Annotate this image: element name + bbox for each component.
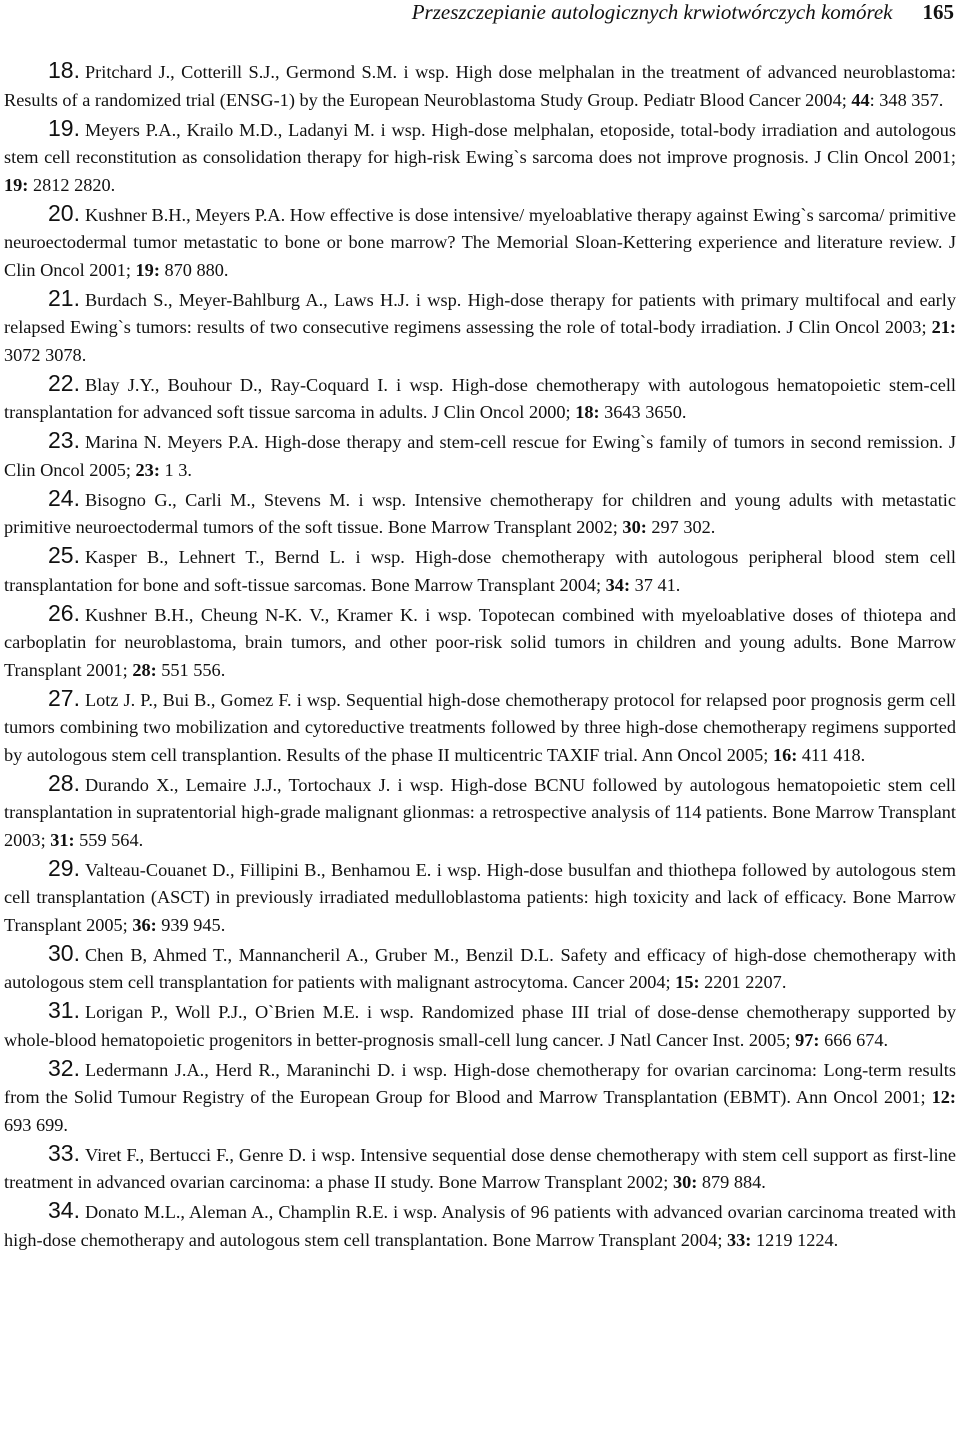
reference-volume: 16:: [772, 744, 798, 765]
reference-volume: 21:: [931, 317, 956, 337]
reference-item: [4, 997, 956, 1054]
reference-item: [4, 57, 956, 114]
reference-pages: 411 418.: [797, 744, 866, 765]
reference-volume: 44: [851, 89, 870, 110]
reference-pages: 559 564.: [74, 829, 144, 850]
reference-volume: 15:: [675, 972, 700, 992]
reference-number: 18.: [48, 57, 80, 83]
reference-pages: 3643 3650.: [599, 402, 687, 422]
reference-volume: 34:: [605, 574, 631, 595]
reference-volume: 23:: [135, 459, 160, 480]
reference-pages: 879 884.: [697, 1172, 766, 1192]
reference-text: Durando X., Lemaire J.J., Tortochaux J. i wsp. High-dose BCNU followed by autologous hematopoietic stem cell transplantation in supratentorial high-grade malignant glionmas: a retrospective analysis of 114 patients. Bone Marrow Transplant 2003;: [4, 774, 956, 850]
reference-text: Lotz J. P., Bui B., Gomez F. i wsp. Sequential high-dose chemotherapy protocol for relapsed poor prognosis germ cell tumors combining two mobilization and cytoreductive treatments followed by three high-dose chemotherapy regimens supported by autologous stem cell transplantion. Results of the phase II multicentric TAXIF trial. Ann Oncol 2005;: [4, 689, 956, 765]
reference-volume: 19:: [4, 174, 29, 195]
reference-number: 19.: [48, 114, 80, 141]
reference-number: 34.: [48, 1197, 80, 1223]
reference-text: Burdach S., Meyer-Bahlburg A., Laws H.J. i wsp. High-dose therapy for patients with primary multifocal and early relapsed Ewing`s tumors: results of two consecutive regimens assessing the role of total-body irradiation. J Clin Oncol 2003;: [4, 289, 956, 337]
reference-item: [4, 685, 956, 770]
reference-text: Blay J.Y., Bouhour D., Ray-Coquard I. i wsp. High-dose chemotherapy with autologous hematopoietic stem-cell transplantation for advanced soft tissue sarcoma in adults. J Clin Oncol 2000;: [4, 374, 956, 422]
reference-text: Lorigan P., Woll P.J., O`Brien M.E. i wsp. Randomized phase III trial of dose-dense chemotherapy supported by whole-blood hematopoietic progenitors in better-prognosis small-cell lung cancer. J Natl Cancer Inst. 2005;: [4, 1002, 956, 1050]
reference-list: [4, 57, 956, 1254]
reference-item: [4, 200, 956, 285]
reference-number: 28.: [48, 769, 80, 796]
reference-pages: 2201 2207.: [699, 972, 787, 992]
reference-number: 29.: [48, 854, 80, 881]
reference-number: 24.: [48, 484, 80, 511]
reference-pages: 870 880.: [159, 259, 229, 280]
reference-pages: 939 945.: [156, 914, 226, 935]
reference-pages: 551 556.: [156, 659, 226, 680]
reference-text: Pritchard J., Cotterill S.J., Germond S.M. i wsp. High dose melphalan in the treatment of advanced neuroblastoma: Results of a randomized trial (ENSG-1) by the European Neuroblastoma Study Group. Pediatr Blood Cancer 2004;: [4, 62, 956, 110]
reference-number: 26.: [48, 599, 80, 626]
reference-number: 23.: [48, 427, 80, 453]
reference-number: 33.: [48, 1139, 80, 1166]
reference-number: 31.: [48, 997, 80, 1023]
reference-item: [4, 855, 956, 940]
reference-number: 25.: [48, 542, 80, 568]
reference-number: 27.: [48, 684, 80, 711]
reference-item: [4, 600, 956, 685]
reference-volume: 31:: [50, 829, 75, 850]
reference-volume: 30:: [622, 517, 647, 537]
reference-volume: 28:: [132, 659, 157, 680]
reference-volume: 18:: [575, 402, 600, 422]
reference-volume: 12:: [931, 1087, 956, 1107]
reference-volume: 30:: [672, 1172, 698, 1192]
reference-item: [4, 115, 956, 200]
page-number: 165: [922, 0, 954, 24]
reference-item: [4, 1197, 956, 1254]
reference-pages: 297 302.: [646, 517, 716, 537]
reference-item: [4, 285, 956, 370]
reference-pages: 37 41.: [630, 574, 681, 595]
reference-item: [4, 542, 956, 599]
running-header: [4, 0, 956, 40]
reference-text: Viret F., Bertucci F., Genre D. i wsp. Intensive sequential dose dense chemotherapy with stem cell support as first-line treatment in advanced ovarian carcinoma: a phase II study. Bone Marrow Transplant 2002;: [4, 1144, 956, 1192]
reference-item: [4, 940, 956, 997]
reference-number: 30.: [48, 939, 80, 966]
reference-text: Kushner B.H., Cheung N-K. V., Kramer K. i wsp. Topotecan combined with myeloablative doses of thiotepa and carboplatin for neuroblastoma, brain tumors, and other poor-risk solid tumors in children and young adults. Bone Marrow Transplant 2001;: [4, 604, 956, 680]
reference-number: 32.: [48, 1054, 80, 1081]
reference-pages: 1 3.: [159, 459, 192, 480]
reference-text: Kushner B.H., Meyers P.A. How effective is dose intensive/ myeloablative therapy against Ewing`s sarcoma/ primitive neuroectodermal tumor metastatic to bone or bone marrow? The Memorial Sloan-Kettering experience and literature review. J Clin Oncol 2001;: [4, 204, 956, 280]
reference-pages: 2812 2820.: [28, 174, 116, 195]
reference-volume: 33:: [727, 1229, 752, 1250]
reference-text: Chen B, Ahmed T., Mannancheril A., Gruber M., Benzil D.L. Safety and efficacy of high-dose chemotherapy with autologous stem cell transplantation for patients with malignant astrocytoma. Cancer 2004;: [4, 944, 956, 992]
reference-pages: : 348 357.: [869, 89, 944, 110]
reference-number: 20.: [48, 199, 80, 226]
reference-number: 22.: [48, 369, 80, 396]
reference-number: 21.: [48, 284, 80, 311]
reference-text: Ledermann J.A., Herd R., Maraninchi D. i wsp. High-dose chemotherapy for ovarian carcinoma: Long-term results from the Solid Tumour Registry of the European Group for Blood and Marrow Transplantation (EBMT). Ann Oncol 2001;: [4, 1059, 956, 1107]
reference-text: Valteau-Couanet D., Fillipini B., Benhamou E. i wsp. High-dose busulfan and thiothepa followed by autologous stem cell transplantation (ASCT) in previously irradiated medulloblastoma patients: high toxicity and lack of efficacy. Bone Marrow Transplant 2005;: [4, 859, 956, 935]
reference-text: Meyers P.A., Krailo M.D., Ladanyi M. i wsp. High-dose melphalan, etoposide, total-body irradiation and autologous stem cell reconstitution as consolidation therapy for high-risk Ewing`s sarcoma does not improve prognosis. J Clin Oncol 2001;: [4, 119, 956, 167]
reference-volume: 36:: [132, 914, 157, 935]
running-title: Przeszczepianie autologicznych krwiotwórczych komórek: [411, 0, 893, 24]
reference-text: Donato M.L., Aleman A., Champlin R.E. i wsp. Analysis of 96 patients with advanced ovarian carcinoma treated with high-dose chemotherapy and autologous stem cell transplantation. Bone Marrow Transplant 2004;: [4, 1202, 956, 1250]
reference-pages: 3072 3078.: [4, 344, 87, 365]
reference-text: Marina N. Meyers P.A. High-dose therapy and stem-cell rescue for Ewing`s family of tumors in second remission. J Clin Oncol 2005;: [4, 432, 956, 480]
reference-text: Bisogno G., Carli M., Stevens M. i wsp. Intensive chemotherapy for children and young adults with metastatic primitive neuroectodermal tumors of the soft tissue. Bone Marrow Transplant 2002;: [4, 489, 956, 537]
reference-pages: 693 699.: [4, 1114, 68, 1135]
reference-item: [4, 1140, 956, 1197]
reference-volume: 97:: [795, 1029, 820, 1050]
reference-pages: 1219 1224.: [751, 1229, 839, 1250]
reference-volume: 19:: [135, 259, 160, 280]
reference-item: [4, 485, 956, 542]
reference-item: [4, 427, 956, 484]
reference-item: [4, 370, 956, 427]
reference-item: [4, 770, 956, 855]
reference-text: Kasper B., Lehnert T., Bernd L. i wsp. High-dose chemotherapy with autologous peripheral blood stem cell transplantation for bone and soft-tissue sarcomas. Bone Marrow Transplant 2004;: [4, 547, 956, 595]
reference-pages: 666 674.: [819, 1029, 889, 1050]
reference-item: [4, 1055, 956, 1140]
